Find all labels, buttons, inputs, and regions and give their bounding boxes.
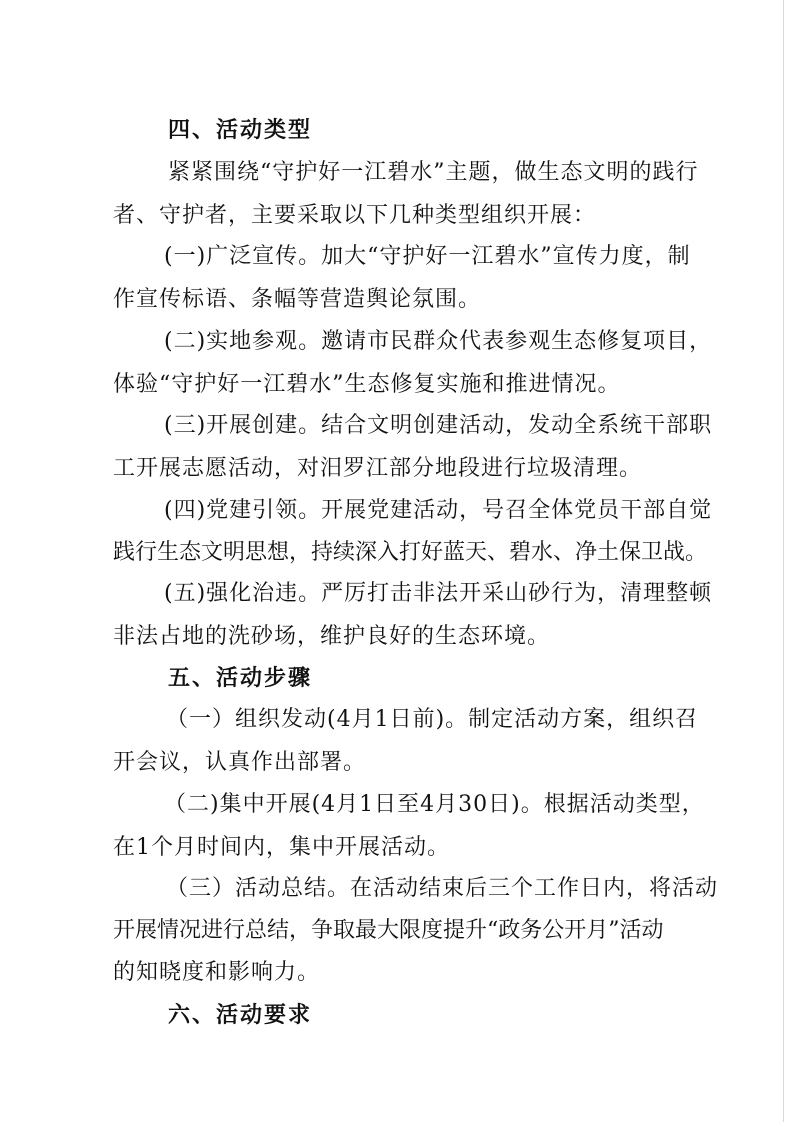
section-4-item-1-line-2: 作宣传标语、条幅等营造舆论氛围。	[113, 287, 482, 312]
section-4-item-3-line-1: (三)开展创建。结合文明创建活动，发动全系统干部职	[164, 413, 713, 438]
section-4-heading: 四、活动类型	[168, 117, 313, 143]
section-5-heading: 五、活动步骤	[168, 665, 313, 691]
section-5-step-1-line-1: （一）组织发动(4月1日前)。制定活动方案，组织召	[166, 707, 699, 732]
section-4-item-2-line-1: (二)实地参观。邀请市民群众代表参观生态修复项目，	[164, 329, 713, 354]
section-5-step-3-line-1: （三）活动总结。在活动结束后三个工作日内，将活动	[166, 876, 719, 901]
section-4-intro-line-1: 紧紧围绕“守护好一江碧水”主题，做生态文明的践行	[168, 160, 699, 185]
section-4-item-3-line-2: 工开展志愿活动，对汨罗江部分地段进行垃圾清理。	[113, 456, 643, 481]
section-5-step-3-line-2: 开展情况进行总结，争取最大限度提升“政务公开月”活动	[113, 918, 664, 943]
section-5-step-1-line-2: 开会议，认真作出部署。	[113, 750, 367, 775]
section-4-item-5-line-1: (五)强化治违。严厉打击非法开采山砂行为，清理整顿	[164, 581, 713, 606]
section-4-item-4-line-2: 践行生态文明思想，持续深入打好蓝天、碧水、净土保卫战。	[113, 540, 708, 565]
section-4-item-2-line-2: 体验“守护好一江碧水”生态修复实施和推进情况。	[113, 372, 621, 397]
section-4-item-4-line-1: (四)党建引领。开展党建活动，号召全体党员干部自觉	[164, 498, 713, 523]
section-4-item-5-line-2: 非法占地的洗砂场，维护良好的生态环境。	[113, 624, 551, 649]
section-6-heading: 六、活动要求	[168, 1002, 313, 1028]
section-4-intro-line-2: 者、守护者，主要采取以下几种类型组织开展：	[113, 203, 597, 228]
section-4-item-1-line-1: (一)广泛宣传。加大“守护好一江碧水”宣传力度，制	[164, 244, 691, 269]
section-5-step-2-line-2: 在1个月时间内，集中开展活动。	[113, 835, 450, 860]
scan-edge-line	[783, 0, 784, 1122]
section-5-step-2-line-1: （二)集中开展(4月1日至4月30日)。根据活动类型，	[164, 792, 705, 817]
section-5-step-3-line-3: 的知晓度和影响力。	[113, 960, 321, 985]
